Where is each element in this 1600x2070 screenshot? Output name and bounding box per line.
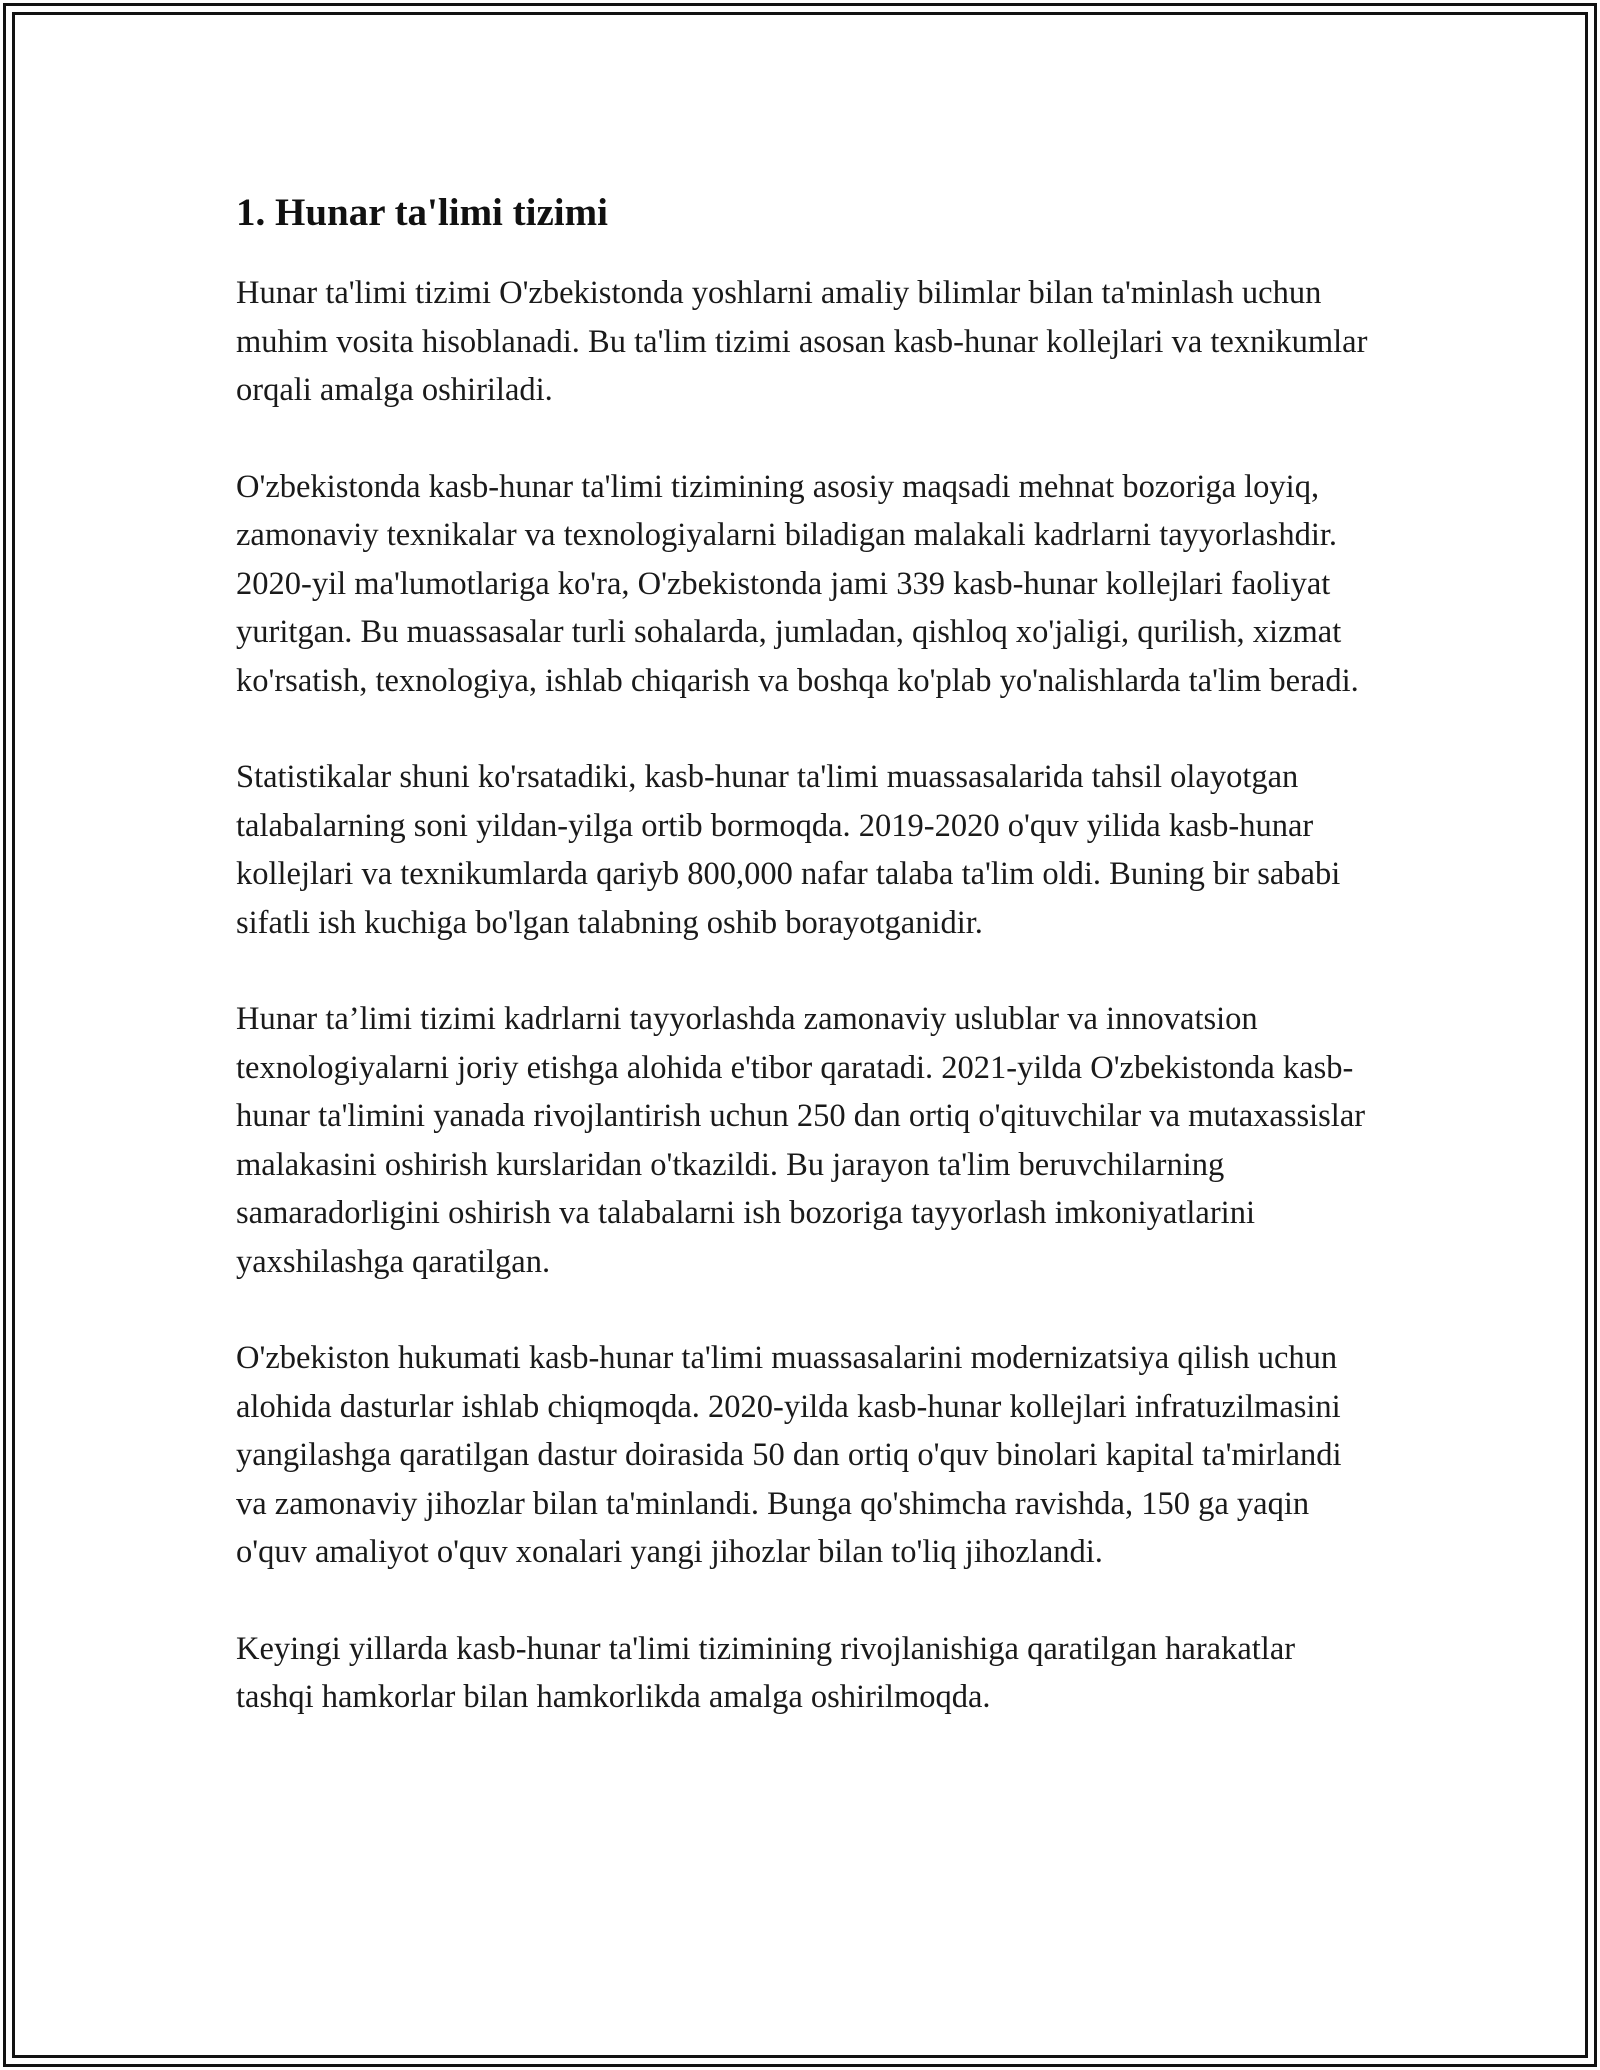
paragraph-innovation: Hunar ta’limi tizimi kadrlarni tayyorlashda zamonaviy uslublar va innovatsion texnologiyalarni joriy etishga alohida e'tibor qaratadi. 2021-yilda O'zbekistonda kasb-hunar ta'limini yanada rivojlantirish uchun 250 dan ortiq o'qituvchilar va mutaxassislar malakasini oshirish kurslaridan o'tkazildi. Bu jarayon ta'lim beruvchilarning samaradorligini oshirish va talabalarni ish bozoriga tayyorlash imkoniyatlarini yaxshilashga qaratilgan.: [236, 1001, 1366, 1280]
paragraph-goals: O'zbekistonda kasb-hunar ta'limi tizimining asosiy maqsadi mehnat bozoriga loyiq, zamonaviy texnikalar va texnologiyalarni biladigan malakali kadrlarni tayyorlashdir. 2020-yil ma'lumotlariga ko'ra, O'zbekistonda jami 339 kasb-hunar kollejlari faoliyat yuritgan. Bu muassasalar turli sohalarda, jumladan, qishloq xo'jaligi, qurilish, xizmat ko'rsatish, texnologiya, ishlab chiqarish va boshqa ko'plab yo'nalishlarda ta'lim beradi.: [236, 468, 1359, 699]
paragraph-intro: Hunar ta'limi tizimi O'zbekistonda yoshlarni amaliy bilimlar bilan ta'minlash uchun muhim vosita hisoblanadi. Bu ta'lim tizimi asosan kasb-hunar kollejlari va texnikumlar orqali amalga oshiriladi.: [236, 275, 1368, 408]
paragraph-statistics: Statistikalar shuni ko'rsatadiki, kasb-hunar ta'limi muassasalarida tahsil olayotgan talabalarning soni yildan-yilga ortib bormoqda. 2019-2020 o'quv yilida kasb-hunar kollejlari va texnikumlarda qariyb 800,000 nafar talaba ta'lim oldi. Buning bir sababi sifatli ish kuchiga bo'lgan talabning oshib borayotganidir.: [236, 759, 1341, 941]
paragraph-partnerships: Keyingi yillarda kasb-hunar ta'limi tizimining rivojlanishiga qaratilgan harakatlar tashqi hamkorlar bilan hamkorlikda amalga oshirilmoqda.: [236, 1630, 1296, 1715]
section-heading: 1. Hunar ta'limi tizimi: [236, 191, 608, 234]
document-body: [236, 185, 1376, 1770]
paragraph-modernization: O'zbekiston hukumati kasb-hunar ta'limi muassasalarini modernizatsiya qilish uchun alohida dasturlar ishlab chiqmoqda. 2020-yilda kasb-hunar kollejlari infratuzilmasini yangilashga qaratilgan dastur doirasida 50 dan ortiq o'quv binolari kapital ta'mirlandi va zamonaviy jihozlar bilan ta'minlandi. Bunga qo'shimcha ravishda, 150 ga yaqin o'quv amaliyot o'quv xonalari yangi jihozlar bilan to'liq jihozlandi.: [236, 1340, 1342, 1570]
